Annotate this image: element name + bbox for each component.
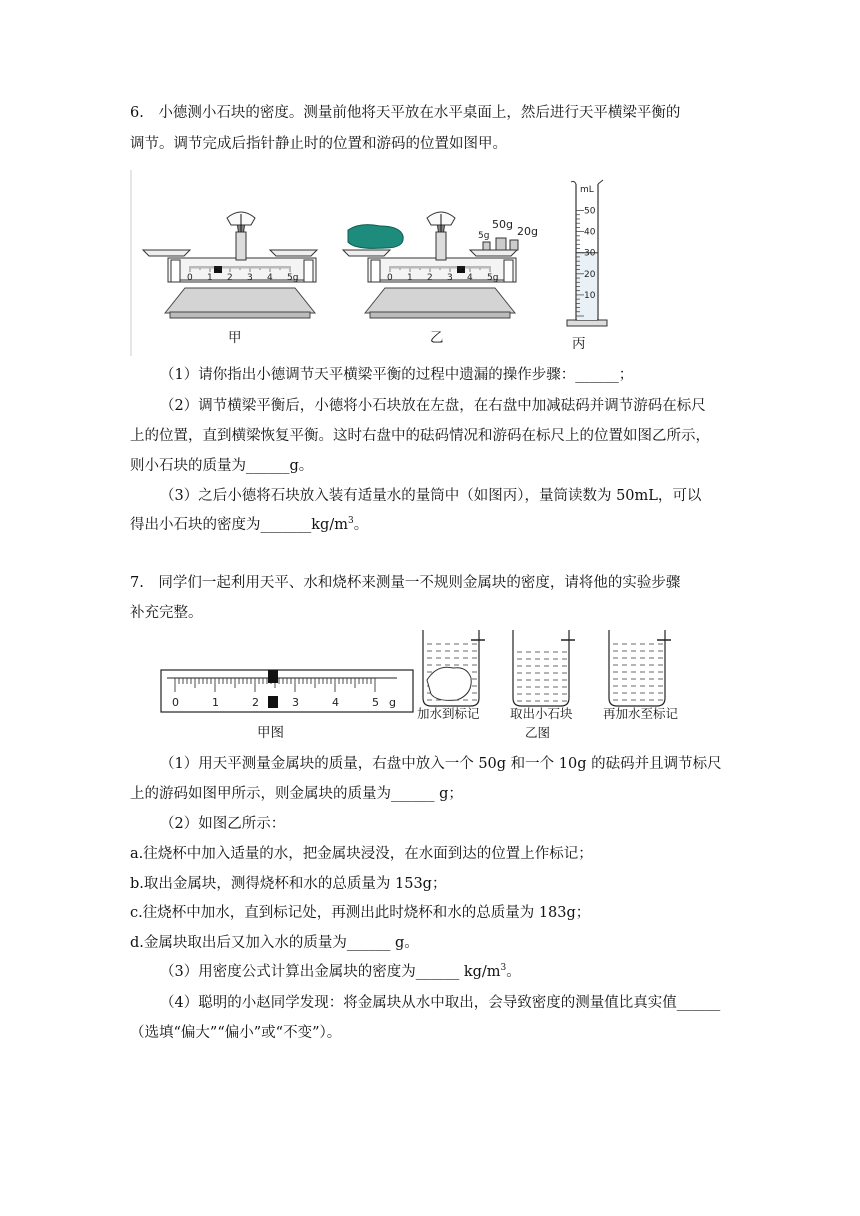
cylinder-unit: mL — [580, 185, 594, 195]
fig-label-bing: 丙 — [572, 336, 586, 352]
fig-label-jiatu: 甲图 — [257, 725, 284, 741]
water-2 — [517, 652, 567, 701]
ruler7-mark-label: 0 — [172, 696, 179, 709]
q7-part3-text: （3）用密度公式计算出金属块的密度为______ kg/m — [160, 964, 501, 980]
ruler-mark-label: 1 — [407, 273, 413, 283]
ruler-mark-label: 3 — [247, 273, 253, 283]
ruler-mark-label: 5g — [487, 273, 499, 283]
weight-50g-icon — [496, 238, 506, 250]
fig-label-jia: 甲 — [228, 330, 242, 346]
rider-bottom — [268, 696, 278, 708]
q6-stem-line2: 调节。调节完成后指针静止时的位置和游码的位置如图甲。 — [130, 136, 507, 152]
ruler-mark-label: 2 — [227, 273, 233, 283]
q7-part4-line1: （4）聪明的小赵同学发现：将金属块从水中取出，会导致密度的测量值比真实值______ — [160, 995, 721, 1011]
q7-part2: （2）如图乙所示： — [160, 816, 286, 832]
ruler7-mark-label: 2 — [252, 696, 259, 709]
beaker-1 — [417, 630, 485, 721]
q7-stem-line2: 补充完整。 — [130, 605, 203, 621]
q6-part1: （1）请你指出小德调节天平横梁平衡的过程中遗漏的操作步骤：______； — [160, 367, 634, 383]
q7-step-b: b.取出金属块，测得烧杯和水的总质量为 153g； — [130, 876, 447, 892]
q6-part2-line3: 则小石块的质量为______g。 — [130, 458, 314, 474]
ruler-mark-label: 5g — [287, 273, 299, 283]
ruler-mark-label: 0 — [387, 273, 393, 283]
ruler-mark-label: 3 — [447, 273, 453, 283]
q7-part3-end: 。 — [506, 964, 521, 980]
ruler-mark-label: 0 — [187, 273, 193, 283]
beaker-label-3: 再加水至标记 — [603, 706, 679, 721]
fig-label-yitu: 乙图 — [525, 725, 551, 740]
q7-step-a: a.往烧杯中加入适量的水，把金属块浸没，在水面到达的位置上作标记； — [130, 846, 593, 862]
rider-top — [268, 670, 278, 683]
q6-stem-line1: 6. 小德测小石块的密度。测量前他将天平放在水平桌面上，然后进行天平横梁平衡的 — [130, 105, 681, 121]
q7-stem-line1: 7. 同学们一起利用天平、水和烧杯来测量一不规则金属块的密度，请将他的实验步骤 — [130, 575, 681, 591]
cylinder-mark-label: 30 — [584, 248, 596, 259]
q7-part3 — [160, 962, 521, 982]
q7-figure — [155, 620, 695, 750]
cylinder-mark-label: 20 — [584, 269, 596, 280]
q6-part3-end: 。 — [353, 517, 369, 533]
q6-part3-text: 得出小石块的密度为_______kg/m — [130, 517, 348, 533]
water-3 — [613, 644, 663, 700]
cylinder-mark-label: 40 — [584, 227, 596, 238]
q7-part4-line2: （选填“偏大”“偏小”或“不变”）。 — [130, 1025, 342, 1041]
ruler-mark-label: 1 — [207, 273, 213, 283]
weight-20g-icon — [510, 240, 518, 250]
cylinder-mark-label: 50 — [584, 206, 596, 217]
fig-label-yi: 乙 — [430, 330, 444, 346]
cylinder-mark-label: 10 — [584, 290, 596, 301]
q7-step-c: c.往烧杯中加水，直到标记处，再测出此时烧杯和水的总质量为 183g； — [130, 905, 591, 921]
q6-part3-line1: （3）之后小德将石块放入装有适量水的量筒中（如图丙），量筒读数为 50mL，可以 — [160, 488, 702, 504]
beaker-3 — [603, 630, 679, 721]
q7-part3-sup: 3 — [500, 963, 507, 974]
ruler-mark-label: 2 — [427, 273, 433, 283]
ruler7-mark-label: 4 — [332, 696, 339, 709]
q7-step-d: d.金属块取出后又加入水的质量为______ g。 — [130, 935, 419, 951]
q7-part1-line2: 上的游码如图甲所示，则金属块的质量为______ g； — [130, 786, 463, 802]
weight-50g-label: 50g — [492, 218, 513, 231]
weight-20g-label: 20g — [517, 225, 538, 238]
beaker-label-1: 加水到标记 — [417, 706, 480, 721]
beaker-2 — [510, 630, 575, 740]
ruler7-mark-label: 3 — [292, 696, 299, 709]
stone-icon — [348, 225, 403, 249]
weight-5g-label: 5g — [478, 231, 490, 241]
q7-part1-line1: （1）用天平测量金属块的质量，右盘中放入一个 50g 和一个 10g 的砝码并且调节标尺 — [160, 756, 722, 772]
q6-part2-line2: 上的位置，直到横梁恢复平衡。这时右盘中的砝码情况和游码在标尺上的位置如图乙所示， — [130, 428, 710, 444]
q6-figure — [130, 170, 630, 356]
balance-yi — [343, 212, 538, 346]
ruler7-mark-label: 5 — [372, 696, 379, 709]
q6-part3-sup: 3 — [347, 516, 354, 527]
weight-5g-icon — [483, 242, 490, 250]
ruler-mark-label: 4 — [467, 273, 473, 283]
q6-part2-line1: （2）调节横梁平衡后，小德将小石块放在左盘，在右盘中加减砝码并调节游码在标尺 — [160, 398, 706, 414]
beaker-label-2: 取出小石块 — [510, 706, 573, 721]
q6-part3-line2 — [130, 515, 368, 535]
ruler7-mark-label: g — [389, 696, 396, 709]
ruler7-mark-label: 1 — [212, 696, 219, 709]
ruler-mark-label: 4 — [267, 273, 273, 283]
